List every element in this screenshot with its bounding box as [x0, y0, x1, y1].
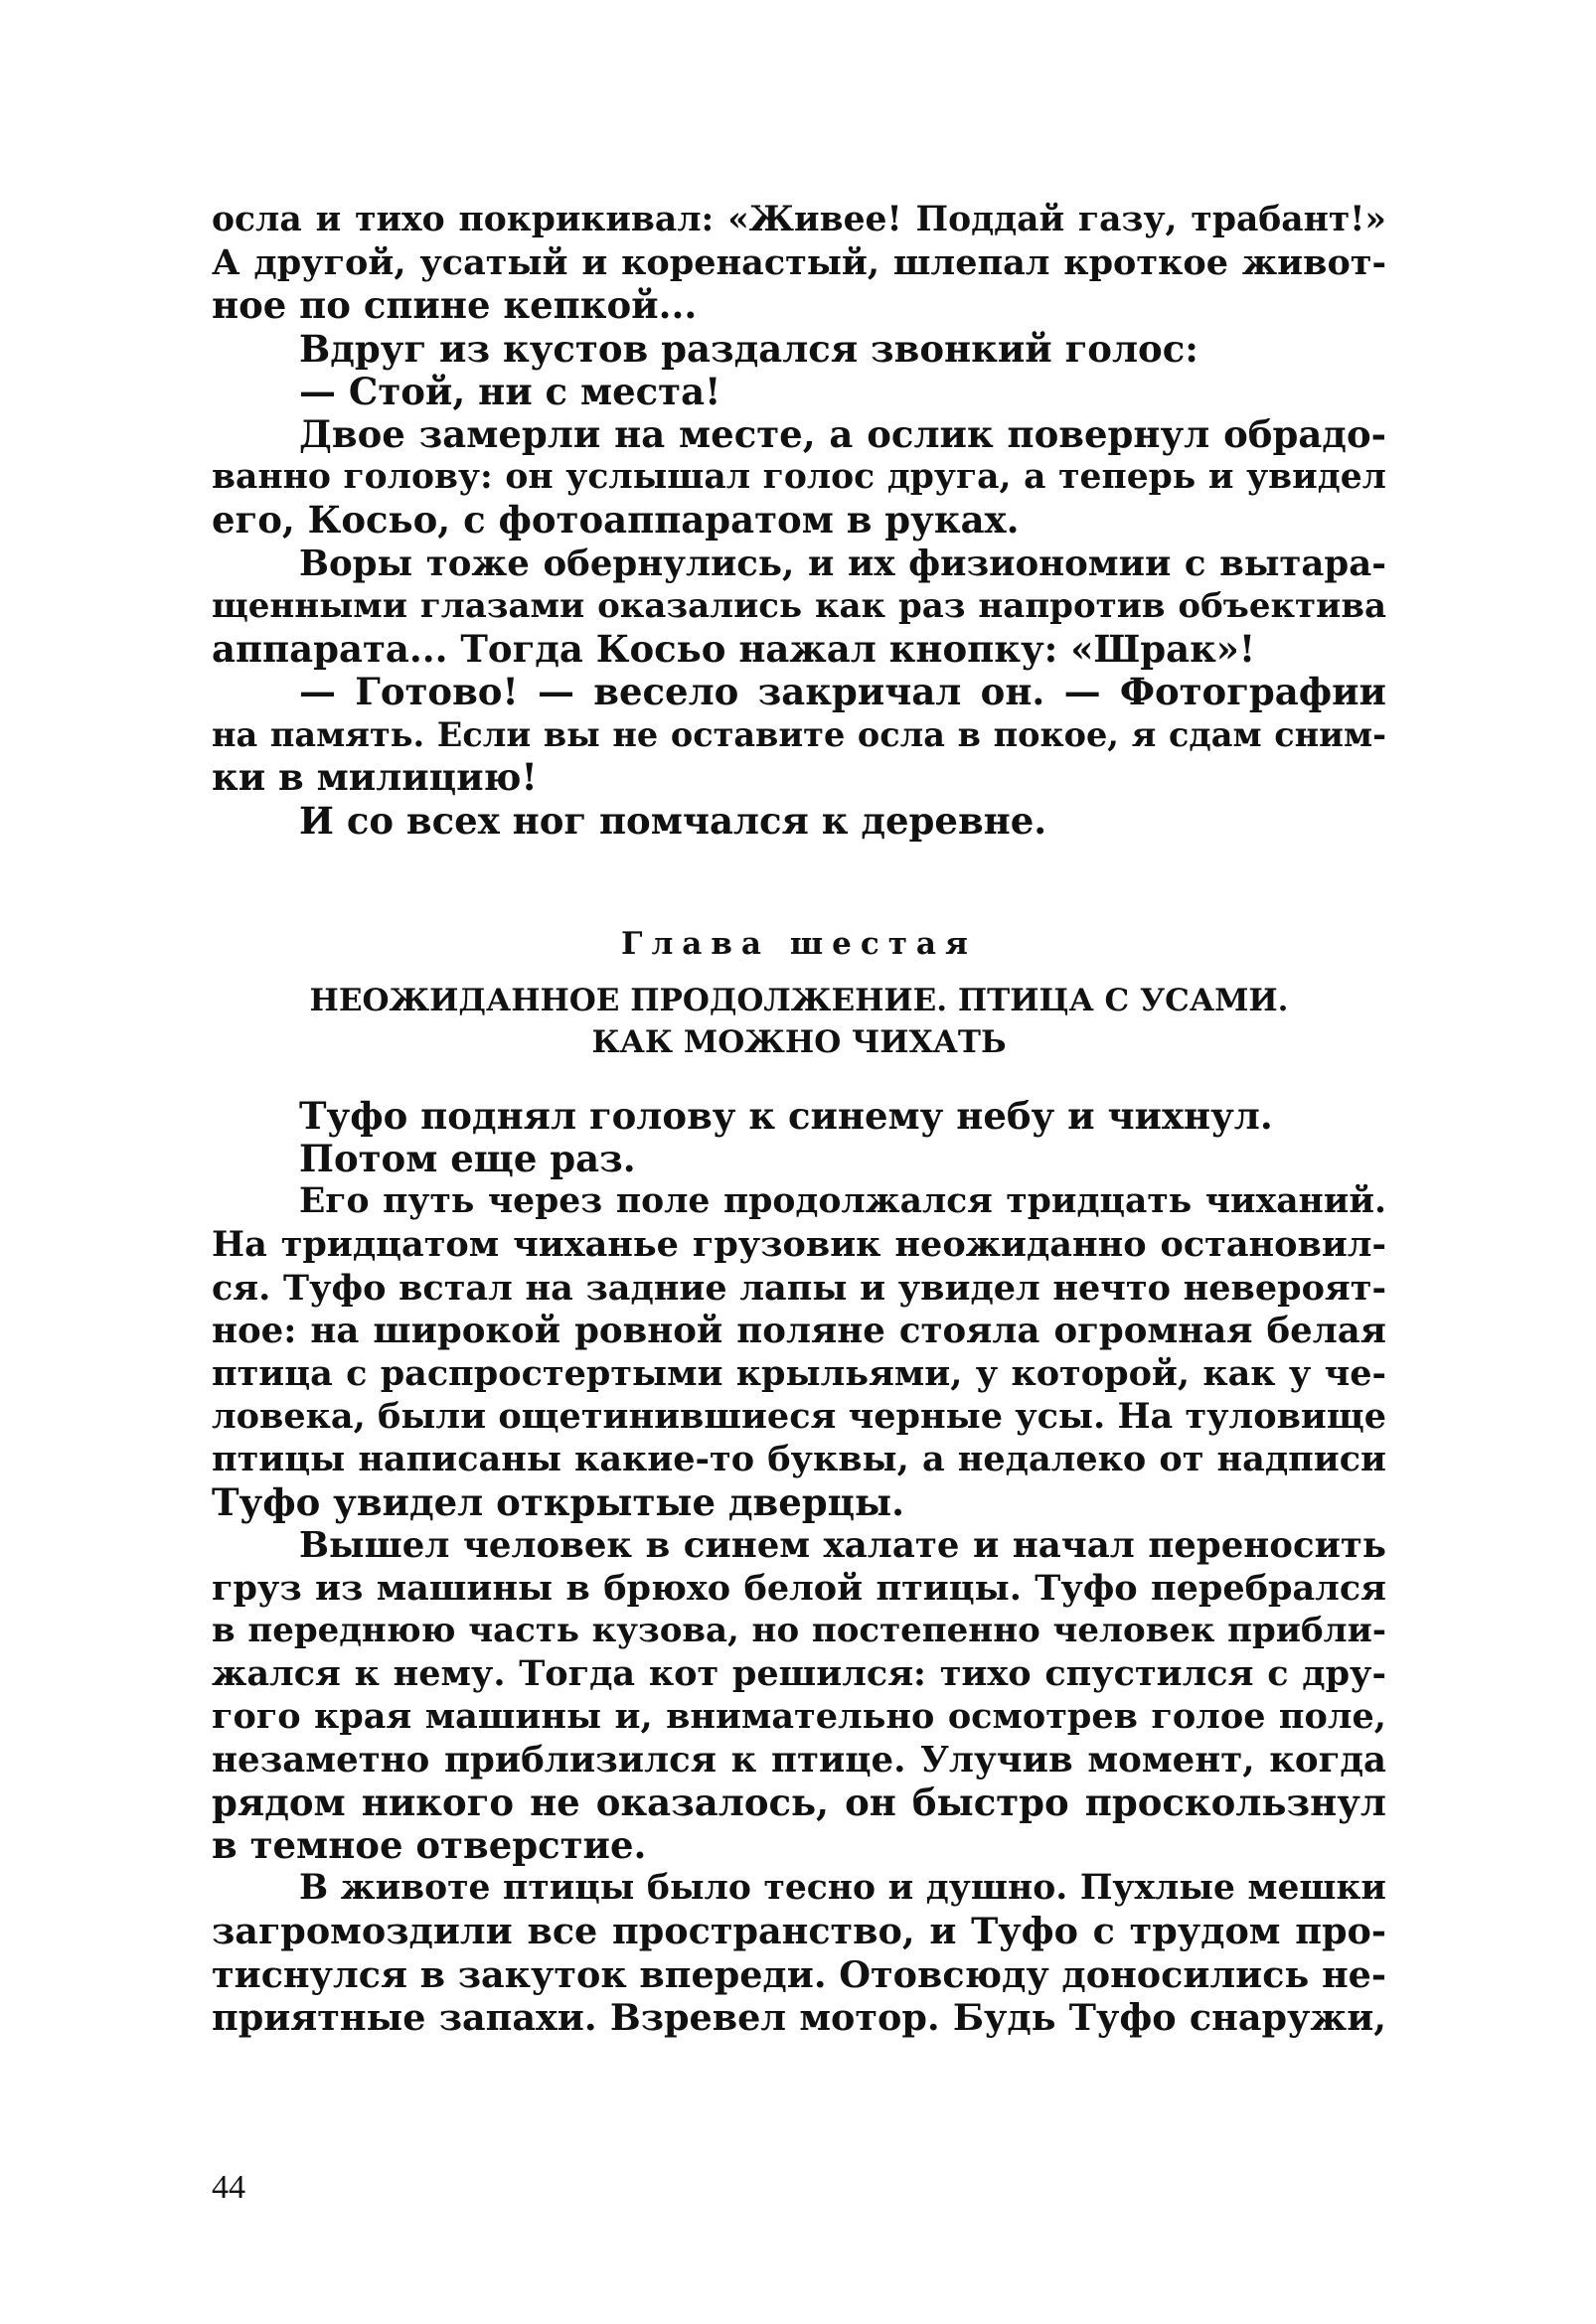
- text-line: в переднюю часть кузова, но постепенно человек прибли-: [212, 1611, 1386, 1651]
- chapter-gap-top: [212, 843, 1386, 922]
- page-number: 44: [212, 2169, 245, 2206]
- text-line: в темное отверстие.: [212, 1823, 647, 1867]
- text-line: — Готово! — весело закричал он. — Фотографии: [299, 670, 1386, 714]
- text-line: На тридцатом чиханье грузовик неожиданно остановил-: [212, 1224, 1386, 1266]
- text-line: ное по спине кепкой...: [212, 283, 698, 328]
- text-line: щенными глазами оказались как раз напротив объектива: [212, 585, 1386, 626]
- chapter-label: Глава шестая: [621, 925, 977, 962]
- chapter-title-line-2: КАК МОЖНО ЧИХАТЬ: [591, 1023, 1007, 1060]
- text-line: гого края машины и, внимательно осмотрев голое поле,: [212, 1696, 1386, 1738]
- text-line: Его путь через поле продолжался тридцать чиханий.: [299, 1181, 1386, 1222]
- text-line: незаметно приблизился к птице. Улучив момент, когда: [212, 1739, 1386, 1781]
- text-line: его, Косьо, с фотоаппаратом в руках.: [212, 498, 1020, 542]
- text-line: И со всех ног помчался к деревне.: [299, 798, 1047, 843]
- text-line: груз из машины в брюхо белой птицы. Туфо перебрался: [212, 1567, 1386, 1609]
- chapter-heading: [212, 922, 1386, 1063]
- text-line: ки в милицию!: [212, 755, 538, 800]
- text-line: Вышел человек в синем халате и начал переносить: [299, 1524, 1386, 1566]
- text-line: Туфо поднял голову к синему небу и чихнул.: [299, 1093, 1273, 1138]
- chapter-title-line-1: НЕОЖИДАННОЕ ПРОДОЛЖЕНИЕ. ПТИЦА С УСАМИ.: [309, 982, 1289, 1018]
- text-line: осла и тихо покрикивал: «Живее! Поддай газу, трабант!»: [212, 200, 1386, 239]
- text-line: А другой, усатый и коренастый, шлепал кроткое живот-: [212, 242, 1386, 284]
- text-line: тиснулся в закуток впереди. Отовсюду доносились не-: [212, 1952, 1387, 1996]
- text-line: приятные запахи. Взревел мотор. Будь Туфо снаружи,: [212, 1995, 1386, 2039]
- text-line: В животе птицы было тесно и душно. Пухлые мешки: [299, 1868, 1386, 1909]
- text-line: ловека, были ощетинившиеся черные усы. На туловище: [212, 1396, 1386, 1438]
- text-line: Двое замерли на месте, а ослик повернул обрадо-: [299, 411, 1386, 456]
- text-line: жался к нему. Тогда кот решился: тихо спустился с дру-: [212, 1653, 1386, 1695]
- text-line: Потом еще раз.: [299, 1137, 636, 1180]
- text-line: птицы написаны какие-то буквы, а недалеко от надписи: [212, 1439, 1386, 1480]
- text-line: на память. Если вы не оставите осла в покое, я сдам сним-: [212, 715, 1386, 755]
- text-line: ся. Туфо встал на задние лапы и увидел нечто невероят-: [212, 1267, 1386, 1309]
- text-line: рядом никого не оказалось, он быстро проскользнул: [212, 1780, 1386, 1824]
- text-line: ванно голову: он услышал голос друга, а теперь и увидел: [212, 457, 1386, 498]
- text-block-before-chapter: [212, 199, 1386, 843]
- chapter-gap-bottom: [212, 1063, 1386, 1095]
- text-line: Воры тоже обернулись, и их физиономии с вытара-: [299, 542, 1386, 584]
- text-block-chapter-six: [212, 1095, 1386, 2039]
- text-line: Туфо увидел открытые дверцы.: [212, 1479, 904, 1524]
- text-line: ное: на широкой ровной поляне стояла огромная белая: [212, 1310, 1386, 1351]
- text-line: — Стой, ни с места!: [299, 369, 721, 413]
- text-line: аппарата... Тогда Косьо нажал кнопку: «Шрак»!: [212, 626, 1256, 671]
- text-line: Вдруг из кустов раздался звонкий голос:: [299, 326, 1198, 371]
- text-line: загромоздили все пространство, и Туфо с трудом про-: [212, 1910, 1386, 1953]
- page-body: [212, 199, 1386, 2039]
- text-line: птица с распростертыми крыльями, у которой, как у че-: [212, 1352, 1386, 1394]
